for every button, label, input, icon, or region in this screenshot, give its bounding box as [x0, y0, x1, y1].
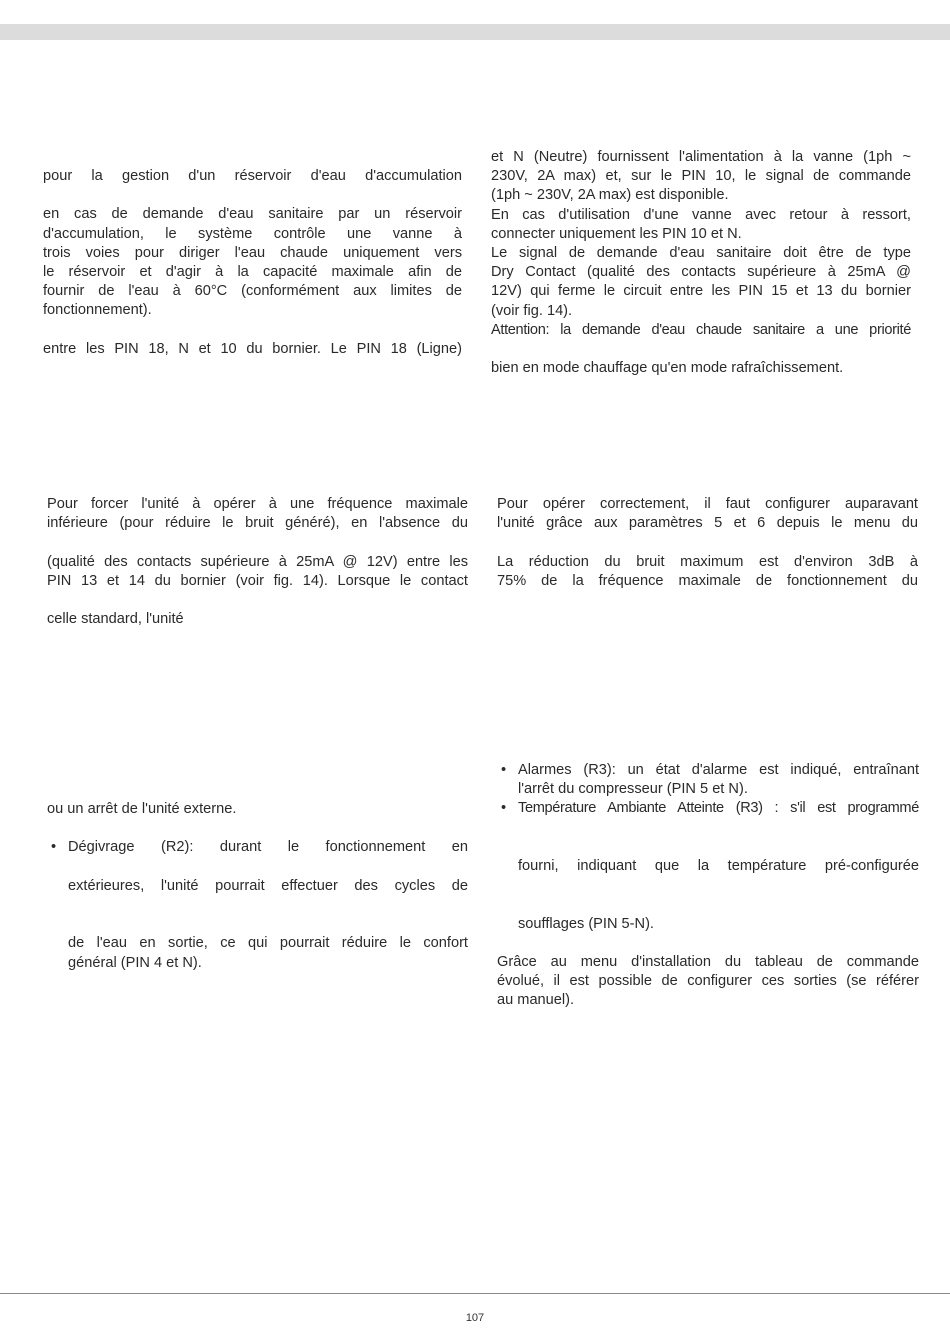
line-text: Grâce au menu d'installation du tableau de commande — [497, 953, 919, 970]
bullet-item-line — [497, 761, 919, 780]
line-text: En cas d'utilisation d'une vanne avec retour à ressort, — [491, 206, 911, 223]
text-line — [47, 572, 468, 591]
bullet-icon: • — [501, 800, 507, 817]
text-line — [491, 282, 911, 301]
line-text: (voir fig. 14). — [491, 302, 573, 319]
line-text: Attention: la demande d'eau chaude sanitaire a une priorité — [491, 321, 911, 338]
line-text: extérieures, l'unité pourrait effectuer des cycles de — [68, 877, 468, 894]
line-text: l'arrêt du compresseur (PIN 5 et N). — [518, 781, 748, 798]
text-line — [491, 148, 911, 167]
text-line — [491, 225, 911, 244]
line-text: PIN 13 et 14 du bornier (voir fig. 14). Lorsque le contact — [47, 572, 468, 589]
line-text: au manuel). — [497, 992, 575, 1009]
line-text: (1ph ~ 230V, 2A max) est disponible. — [491, 187, 729, 204]
text-line — [47, 495, 468, 514]
line-text: entre les PIN 18, N et 10 du bornier. Le PIN 18 (Ligne) — [43, 340, 462, 357]
line-text: en cas de demande d'eau sanitaire par un réservoir — [43, 206, 462, 223]
line-text: 12V) qui ferme le circuit entre les PIN 15 et 13 du bornier — [491, 283, 911, 300]
line-text: fonctionnement). — [43, 302, 152, 319]
text-line — [497, 991, 919, 1010]
line-text: Le signal de demande d'eau sanitaire doit être de type — [491, 244, 911, 261]
text-line — [47, 934, 468, 953]
text-line — [491, 321, 911, 340]
text-line — [497, 495, 918, 514]
section-3-left-column — [47, 800, 468, 973]
section-1-left-column — [43, 167, 462, 359]
line-text: celle standard, l'unité — [47, 611, 184, 628]
line-text: (qualité des contacts supérieure à 25mA @ 12V) entre les — [47, 553, 468, 570]
paragraph-gap — [43, 321, 462, 340]
paragraph-gap — [497, 819, 919, 838]
bullet-icon: • — [51, 839, 57, 856]
line-text: Dégivrage (R2): durant le fonctionnement en — [68, 839, 468, 856]
line-text: Température Ambiante Atteinte (R3) : s'il est programmé — [518, 800, 919, 817]
line-text: fourni, indiquant que la température pré-configurée — [518, 857, 919, 874]
bullet-item-line — [47, 838, 468, 857]
line-text: bien en mode chauffage qu'en mode rafraîchissement. — [491, 360, 844, 377]
line-text: et N (Neutre) fournissent l'alimentation à la vanne (1ph ~ — [491, 149, 911, 165]
line-text: Dry Contact (qualité des contacts supérieure à 25mA @ — [491, 264, 911, 281]
line-text: 75% de la fréquence maximale de fonctionnement du — [497, 572, 918, 589]
paragraph-gap — [497, 876, 919, 895]
text-line — [47, 610, 468, 629]
line-text: La réduction du bruit maximum est d'environ 3dB à — [497, 553, 918, 570]
text-line — [43, 167, 462, 186]
text-line — [491, 206, 911, 225]
bullet-item-line — [497, 799, 919, 818]
text-line — [491, 359, 911, 378]
page-number: 107 — [465, 1312, 485, 1324]
text-line — [497, 553, 918, 572]
line-text: Pour forcer l'unité à opérer à une fréquence maximale — [47, 496, 468, 512]
text-line — [43, 244, 462, 263]
header-bar — [0, 24, 950, 40]
line-text: trois voies pour diriger l'eau chaude uniquement vers — [43, 244, 462, 261]
paragraph-gap — [47, 915, 468, 934]
text-line — [497, 953, 919, 972]
line-text: inférieure (pour réduire le bruit généré), en l'absence du — [47, 515, 468, 532]
line-text: le réservoir et d'agir à la capacité maximale afin de — [43, 263, 462, 280]
text-line — [491, 186, 911, 205]
line-text: évolué, il est possible de configurer ces sorties (se référer — [497, 973, 919, 990]
line-text: de l'eau en sortie, ce qui pourrait réduire le confort — [68, 935, 468, 952]
text-line — [47, 553, 468, 572]
text-line — [497, 915, 919, 934]
section-3-right-column — [497, 761, 919, 1010]
line-text: 230V, 2A max) et, sur le PIN 10, le signal de commande — [491, 168, 911, 185]
line-text: pour la gestion d'un réservoir d'eau d'accumulation — [43, 168, 462, 184]
section-1-right-column — [491, 148, 911, 378]
text-line — [497, 572, 918, 591]
paragraph-gap — [47, 533, 468, 552]
text-line — [497, 972, 919, 991]
paragraph-gap — [497, 838, 919, 857]
line-text: Alarmes (R3): un état d'alarme est indiqué, entraînant — [518, 762, 919, 778]
text-line — [497, 514, 918, 533]
line-text: général (PIN 4 et N). — [68, 954, 202, 971]
line-text: connecter uniquement les PIN 10 et N. — [491, 225, 742, 242]
text-line — [43, 282, 462, 301]
paragraph-gap — [43, 186, 462, 205]
paragraph-gap — [497, 895, 919, 914]
paragraph-gap — [497, 934, 919, 953]
text-line — [491, 263, 911, 282]
line-text: l'unité grâce aux paramètres 5 et 6 depuis le menu du — [497, 515, 918, 532]
paragraph-gap — [47, 858, 468, 877]
line-text: d'accumulation, le système contrôle une vanne à — [43, 225, 462, 242]
bullet-icon: • — [501, 762, 507, 778]
paragraph-gap — [491, 340, 911, 359]
text-line — [43, 301, 462, 320]
text-line — [43, 340, 462, 359]
text-line — [47, 877, 468, 896]
paragraph-gap — [47, 896, 468, 915]
text-line — [491, 244, 911, 263]
section-2-left-column — [47, 495, 468, 629]
paragraph-gap — [47, 591, 468, 610]
text-line — [43, 225, 462, 244]
text-line — [43, 205, 462, 224]
section-2-right-column — [497, 495, 918, 591]
line-text: soufflages (PIN 5-N). — [518, 915, 654, 932]
paragraph-gap — [47, 819, 468, 838]
text-line — [497, 780, 919, 799]
line-text: ou un arrêt de l'unité externe. — [47, 801, 237, 817]
text-line — [43, 263, 462, 282]
text-line — [47, 514, 468, 533]
text-line — [491, 302, 911, 321]
paragraph-gap — [497, 533, 918, 552]
text-line — [47, 954, 468, 973]
text-line — [491, 167, 911, 186]
line-text: fournir de l'eau à 60°C (conformément aux limites de — [43, 283, 462, 300]
text-line — [497, 857, 919, 876]
line-text: Pour opérer correctement, il faut configurer auparavant — [497, 496, 918, 512]
footer-rule — [0, 1293, 950, 1294]
text-line — [47, 800, 468, 819]
